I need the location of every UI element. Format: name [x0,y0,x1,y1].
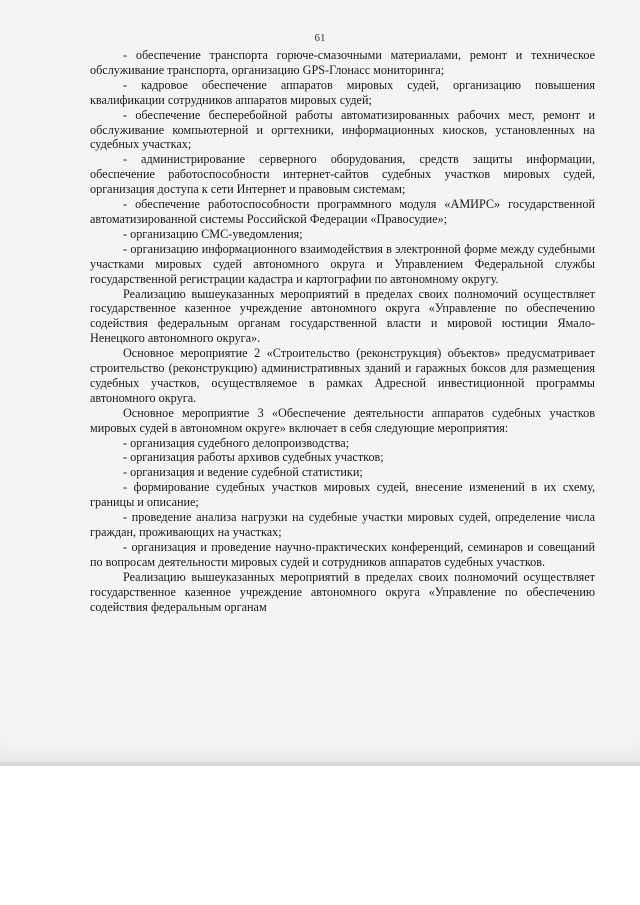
paragraph: - администрирование серверного оборудования, средств защиты информации, обеспечение работоспособности интернет-сайтов судебных участков мировых судей, организация доступа к сети Интернет и правовым системам; [90,152,595,197]
paragraph: Основное мероприятие 2 «Строительство (реконструкция) объектов» предусматривает строительство (реконструкцию) административных зданий и гаражных боксов для размещения судебных участков, осуществляемое в рамках Адресной инвестиционной программы автономного округа. [90,346,595,405]
paragraph: - формирование судебных участков мировых судей, внесение изменений в их схему, границы и описание; [90,480,595,510]
page-edge [0,762,640,766]
paragraph: - проведение анализа нагрузки на судебные участки мировых судей, определение числа граждан, проживающих на участках; [90,510,595,539]
paragraph: Основное мероприятие 3 «Обеспечение деятельности аппаратов судебных участков мировых судей в автономном округе» включает в себя следующие мероприятия: [90,405,595,435]
paragraph: - организация работы архивов судебных участков; [123,450,384,465]
paragraph: - обеспечение транспорта горюче-смазочными материалами, ремонт и техническое обслуживание транспорта, организацию GPS-Глонасс мониторинга; [90,48,595,77]
paragraph: Реализацию вышеуказанных мероприятий в пределах своих полномочий осуществляет государственное казенное учреждение автономного округа «Управление по обеспечению содействия федеральным органам государственной власти и мировой юстиции Ямало-Ненецкого автономного округа». [90,286,595,346]
paragraph: Реализацию вышеуказанных мероприятий в пределах своих полномочий осуществляет государственное казенное учреждение автономного округа «Управление по обеспечению содействия федеральным органам [90,569,595,614]
paragraph: - организация судебного делопроизводства; [123,435,350,450]
paragraph: - организация и проведение научно-практических конференций, семинаров и совещаний по вопросам деятельности мировых судей и сотрудников аппаратов судебных участков. [90,539,595,569]
document-body [90,48,595,614]
page-number: 61 [314,32,326,44]
paragraph: - организация и ведение судебной статистики; [123,465,363,480]
paragraph: - организацию СМС-уведомления; [123,226,303,241]
paragraph: - организацию информационного взаимодействия в электронной форме между судебными участками мировых судей автономного округа и Управлением Федеральной службы государственной регистрации кадастра и картографии по автономному округу. [90,241,595,286]
paragraph: - обеспечение бесперебойной работы автоматизированных рабочих мест, ремонт и обслуживание компьютерной и оргтехники, информационных киосков, установленных на судебных участках; [90,107,595,152]
paragraph: - обеспечение работоспособности программного модуля «АМИРС» государственной автоматизированной системы Российской Федерации «Правосудие»; [90,197,595,226]
paragraph: - кадровое обеспечение аппаратов мировых судей, организацию повышения квалификации сотрудников аппаратов мировых судей; [90,77,595,107]
